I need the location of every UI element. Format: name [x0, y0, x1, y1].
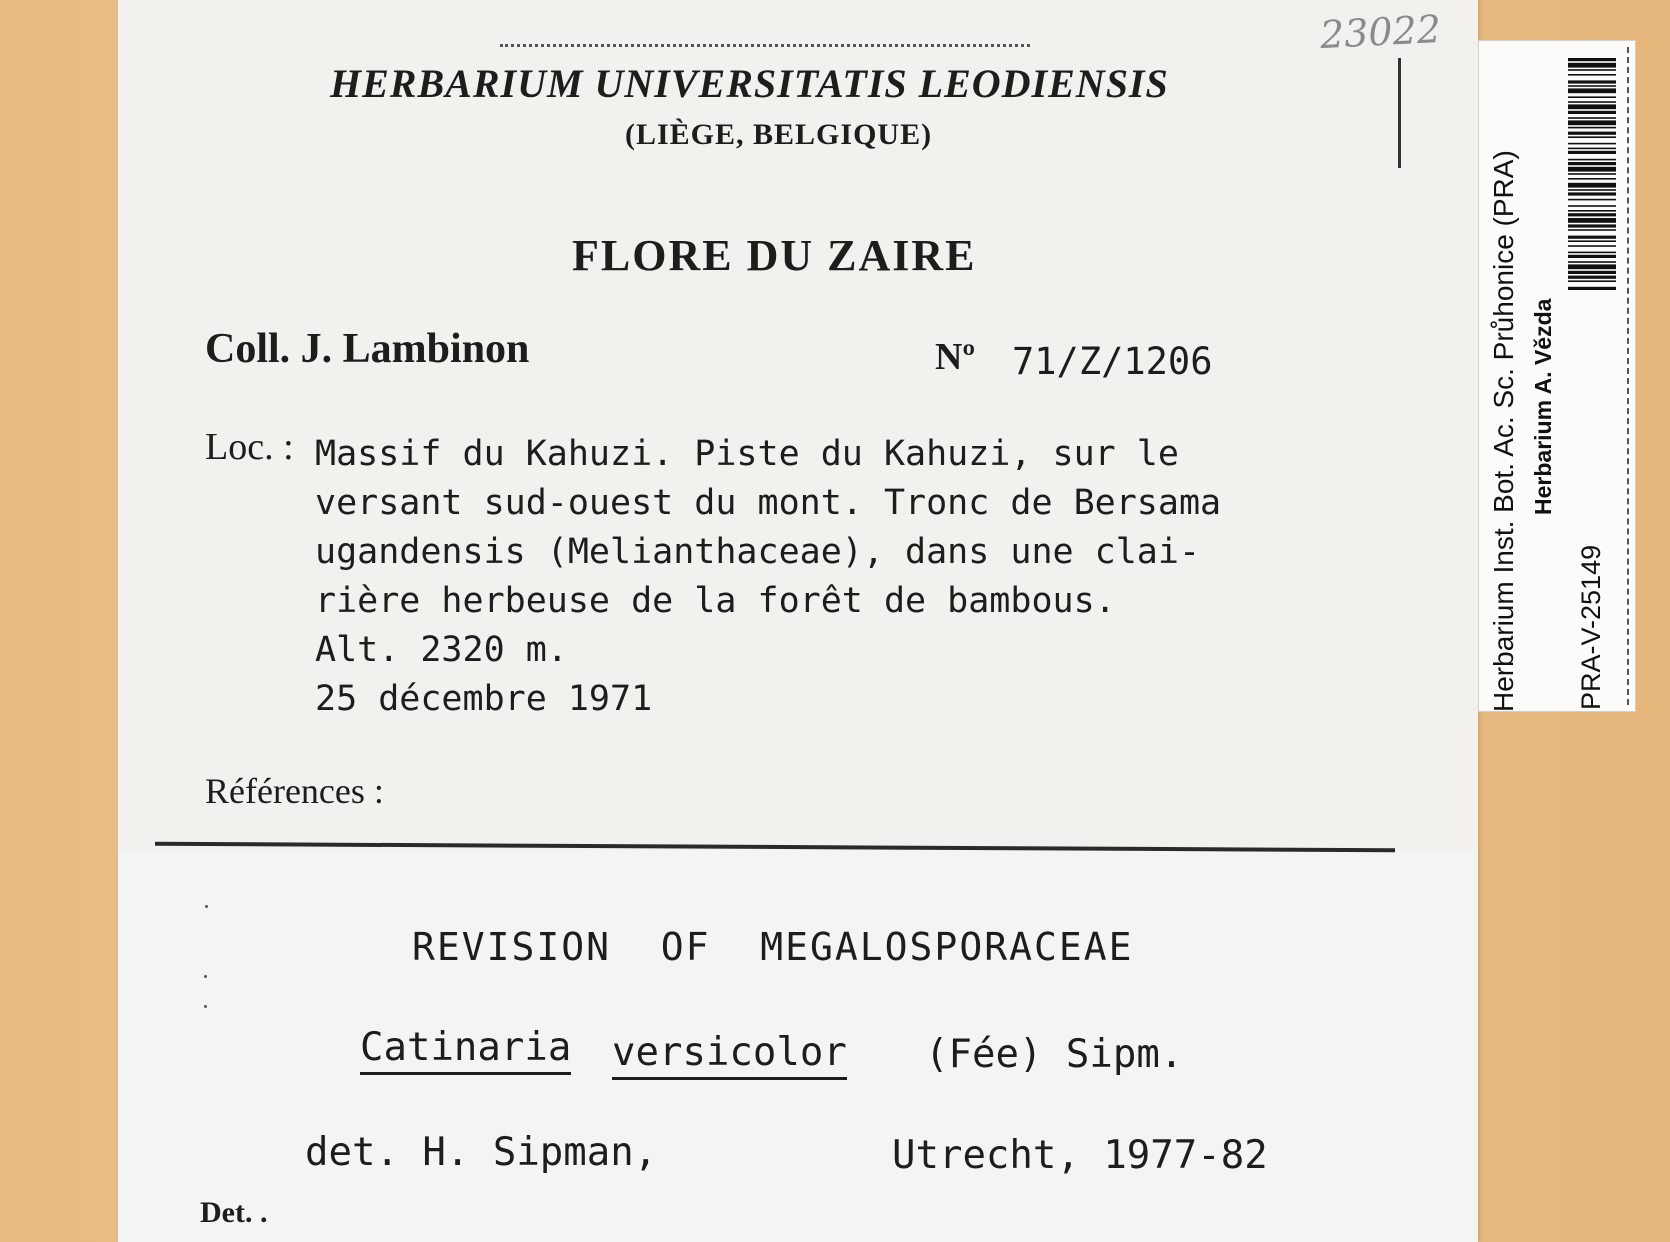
species-author: (Fée) Sipm.: [925, 1032, 1184, 1077]
barcode-bar: [1568, 88, 1616, 93]
barcode-bar: [1568, 280, 1616, 282]
locality-line: rière herbeuse de la forêt de bambous.: [315, 581, 1116, 621]
barcode-bar: [1568, 104, 1616, 109]
determiner: det. H. Sipman,: [305, 1130, 658, 1175]
revision-title: REVISION OF MEGALOSPORACEAE: [412, 925, 1134, 969]
locality-text: [315, 430, 1435, 724]
barcode-bar: [1568, 148, 1616, 150]
barcode-bar: [1568, 120, 1616, 125]
barcode-bar: [1568, 96, 1616, 98]
locality-line: ugandensis (Melianthaceae), dans une clai-: [315, 532, 1201, 572]
barcode-bar: [1568, 255, 1616, 258]
species-genus: Catinaria: [360, 1025, 571, 1075]
flora-heading: FLORE DU ZAIRE: [572, 231, 977, 280]
speck: [204, 975, 207, 978]
speck: [204, 1005, 207, 1008]
collection-number: 71/Z/1206: [1012, 340, 1213, 383]
barcode-bar: [1568, 159, 1616, 161]
locality-label: Loc. :: [205, 426, 294, 468]
barcode-bar: [1568, 69, 1616, 71]
determination-place-date: Utrecht, 1977-82: [892, 1133, 1268, 1178]
barcode-bar: [1568, 287, 1616, 290]
barcode-bar: [1568, 276, 1616, 279]
barcode-bar: [1568, 178, 1616, 180]
locality-line: versant sud-ouest du mont. Tronc de Bersama: [315, 483, 1222, 523]
barcode-bar: [1568, 213, 1616, 216]
barcode-bar: [1568, 101, 1616, 103]
barcode-bar: [1568, 132, 1616, 135]
barcode-bar: [1568, 117, 1616, 119]
barcode-bar: [1568, 127, 1616, 129]
barcode-bar: [1568, 173, 1616, 175]
barcode-bar: [1568, 264, 1616, 269]
species-epithet: versicolor: [612, 1030, 847, 1080]
barcode-bar: [1568, 240, 1616, 242]
sticker-specimen-id: PRA-V-25149: [1576, 544, 1606, 710]
sticker-institution: Herbarium Inst. Bot. Ac. Sc. Průhonice (PRA): [1488, 150, 1519, 712]
barcode-bar: [1568, 167, 1616, 172]
barcode-bar: [1568, 111, 1616, 114]
cropped-header-strip: [500, 44, 1030, 55]
det-stub: Det. .: [200, 1196, 268, 1229]
barcode-bar: [1568, 136, 1616, 138]
barcode-bar: [1568, 261, 1616, 263]
herbarium-title: HERBARIUM UNIVERSITATIS LEODIENSIS: [330, 61, 1169, 106]
barcode-bar: [1568, 252, 1616, 254]
barcode-bar: [1568, 143, 1616, 145]
barcode-bar: [1568, 162, 1616, 165]
barcode-bar: [1568, 245, 1616, 247]
barcode-bar: [1568, 80, 1616, 83]
barcode-bar: [1568, 210, 1616, 212]
barcode: [1568, 58, 1616, 458]
barcode-bar: [1568, 229, 1616, 231]
barcode-bar: [1568, 85, 1616, 87]
barcode-bar: [1568, 63, 1616, 68]
speck: [205, 905, 208, 908]
collection-number-label: Nº: [935, 336, 975, 378]
barcode-bar: [1568, 74, 1616, 76]
barcode-bar: [1568, 151, 1616, 154]
references-label: Références :: [205, 771, 384, 811]
barcode-bar: [1568, 183, 1616, 188]
date-line: 25 décembre 1971: [315, 679, 653, 719]
collector: Coll. J. Lambinon: [205, 326, 530, 372]
sticker-herbarium: Herbarium A. Vězda: [1530, 298, 1556, 515]
barcode-bar: [1568, 192, 1616, 195]
altitude-line: Alt. 2320 m.: [315, 630, 568, 670]
locality-line: Massif du Kahuzi. Piste du Kahuzi, sur le: [315, 434, 1179, 474]
barcode-bar: [1568, 58, 1616, 61]
sticker-dashed-border: [1627, 47, 1629, 705]
barcode-bar: [1568, 199, 1616, 201]
herbarium-subtitle: (LIÈGE, BELGIQUE): [625, 118, 933, 151]
barcode-bar: [1568, 218, 1616, 223]
barcode-bar: [1568, 224, 1616, 227]
barcode-bar: [1568, 205, 1616, 207]
label-edge-line: [1398, 58, 1401, 168]
handwritten-accession-number: 23022: [1318, 6, 1442, 58]
barcode-bar: [1568, 271, 1616, 274]
barcode-bar: [1568, 236, 1616, 239]
barcode-bar: [1568, 189, 1616, 191]
